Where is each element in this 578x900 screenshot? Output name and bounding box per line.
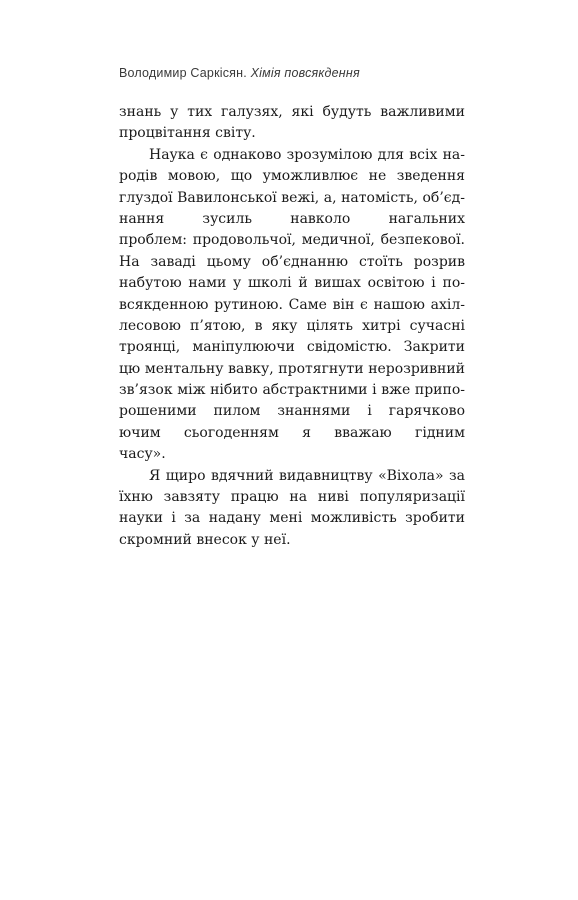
text-line: часу».: [119, 446, 166, 463]
header-book-title: Хімія повсякдення: [250, 66, 360, 80]
text-line: скромний внесок у неї.: [119, 531, 291, 548]
running-header: [119, 66, 360, 80]
paragraph: [119, 102, 465, 145]
text-line: родів мовою, що уможливлює не зведення: [119, 168, 465, 185]
text-line: процвітання світу.: [119, 125, 256, 142]
text-line: нання зусиль навколо нагальних: [119, 210, 465, 227]
text-line: лесовою п’ятою, в яку цілять хитрі сучасні: [119, 317, 465, 334]
text-line: їхню завзяту працю на ниві популяризації: [119, 489, 465, 506]
body-text: [119, 102, 465, 551]
text-line: ючим сьогоденням я вважаю гідним: [119, 424, 465, 441]
text-line: рошеними пилом знаннями і гарячково: [119, 403, 465, 420]
text-line: набутою нами у школі й вишах освітою і по-: [119, 275, 465, 292]
text-line: троянці, маніпулюючи свідомістю. Закрити: [119, 339, 465, 356]
text-line: Наука є однаково зрозумілою для всіх на-: [149, 146, 465, 163]
header-author: Володимир Саркісян.: [119, 66, 247, 80]
text-line: На заваді цьому об’єднанню стоїть розрив: [119, 253, 465, 270]
text-line: проблем: продовольчої, медичної, безпекової.: [119, 232, 465, 249]
paragraph: [119, 466, 465, 552]
text-line: цю ментальну вавку, протягнути нерозривний: [119, 360, 465, 377]
text-line: глуздої Вавилонської вежі, а, натомість, об’єд-: [119, 189, 465, 206]
paragraph: [119, 145, 465, 466]
text-line: Я щиро вдячний видавництву «Віхола» за: [149, 467, 465, 484]
text-line: зв’язок між нібито абстрактними і вже припо-: [119, 382, 465, 399]
text-line: науки і за надану мені можливість зробити: [119, 510, 465, 527]
text-line: знань у тих галузях, які будуть важливими: [119, 104, 465, 120]
text-line: всякденною рутиною. Саме він є нашою ахіл-: [119, 296, 465, 313]
